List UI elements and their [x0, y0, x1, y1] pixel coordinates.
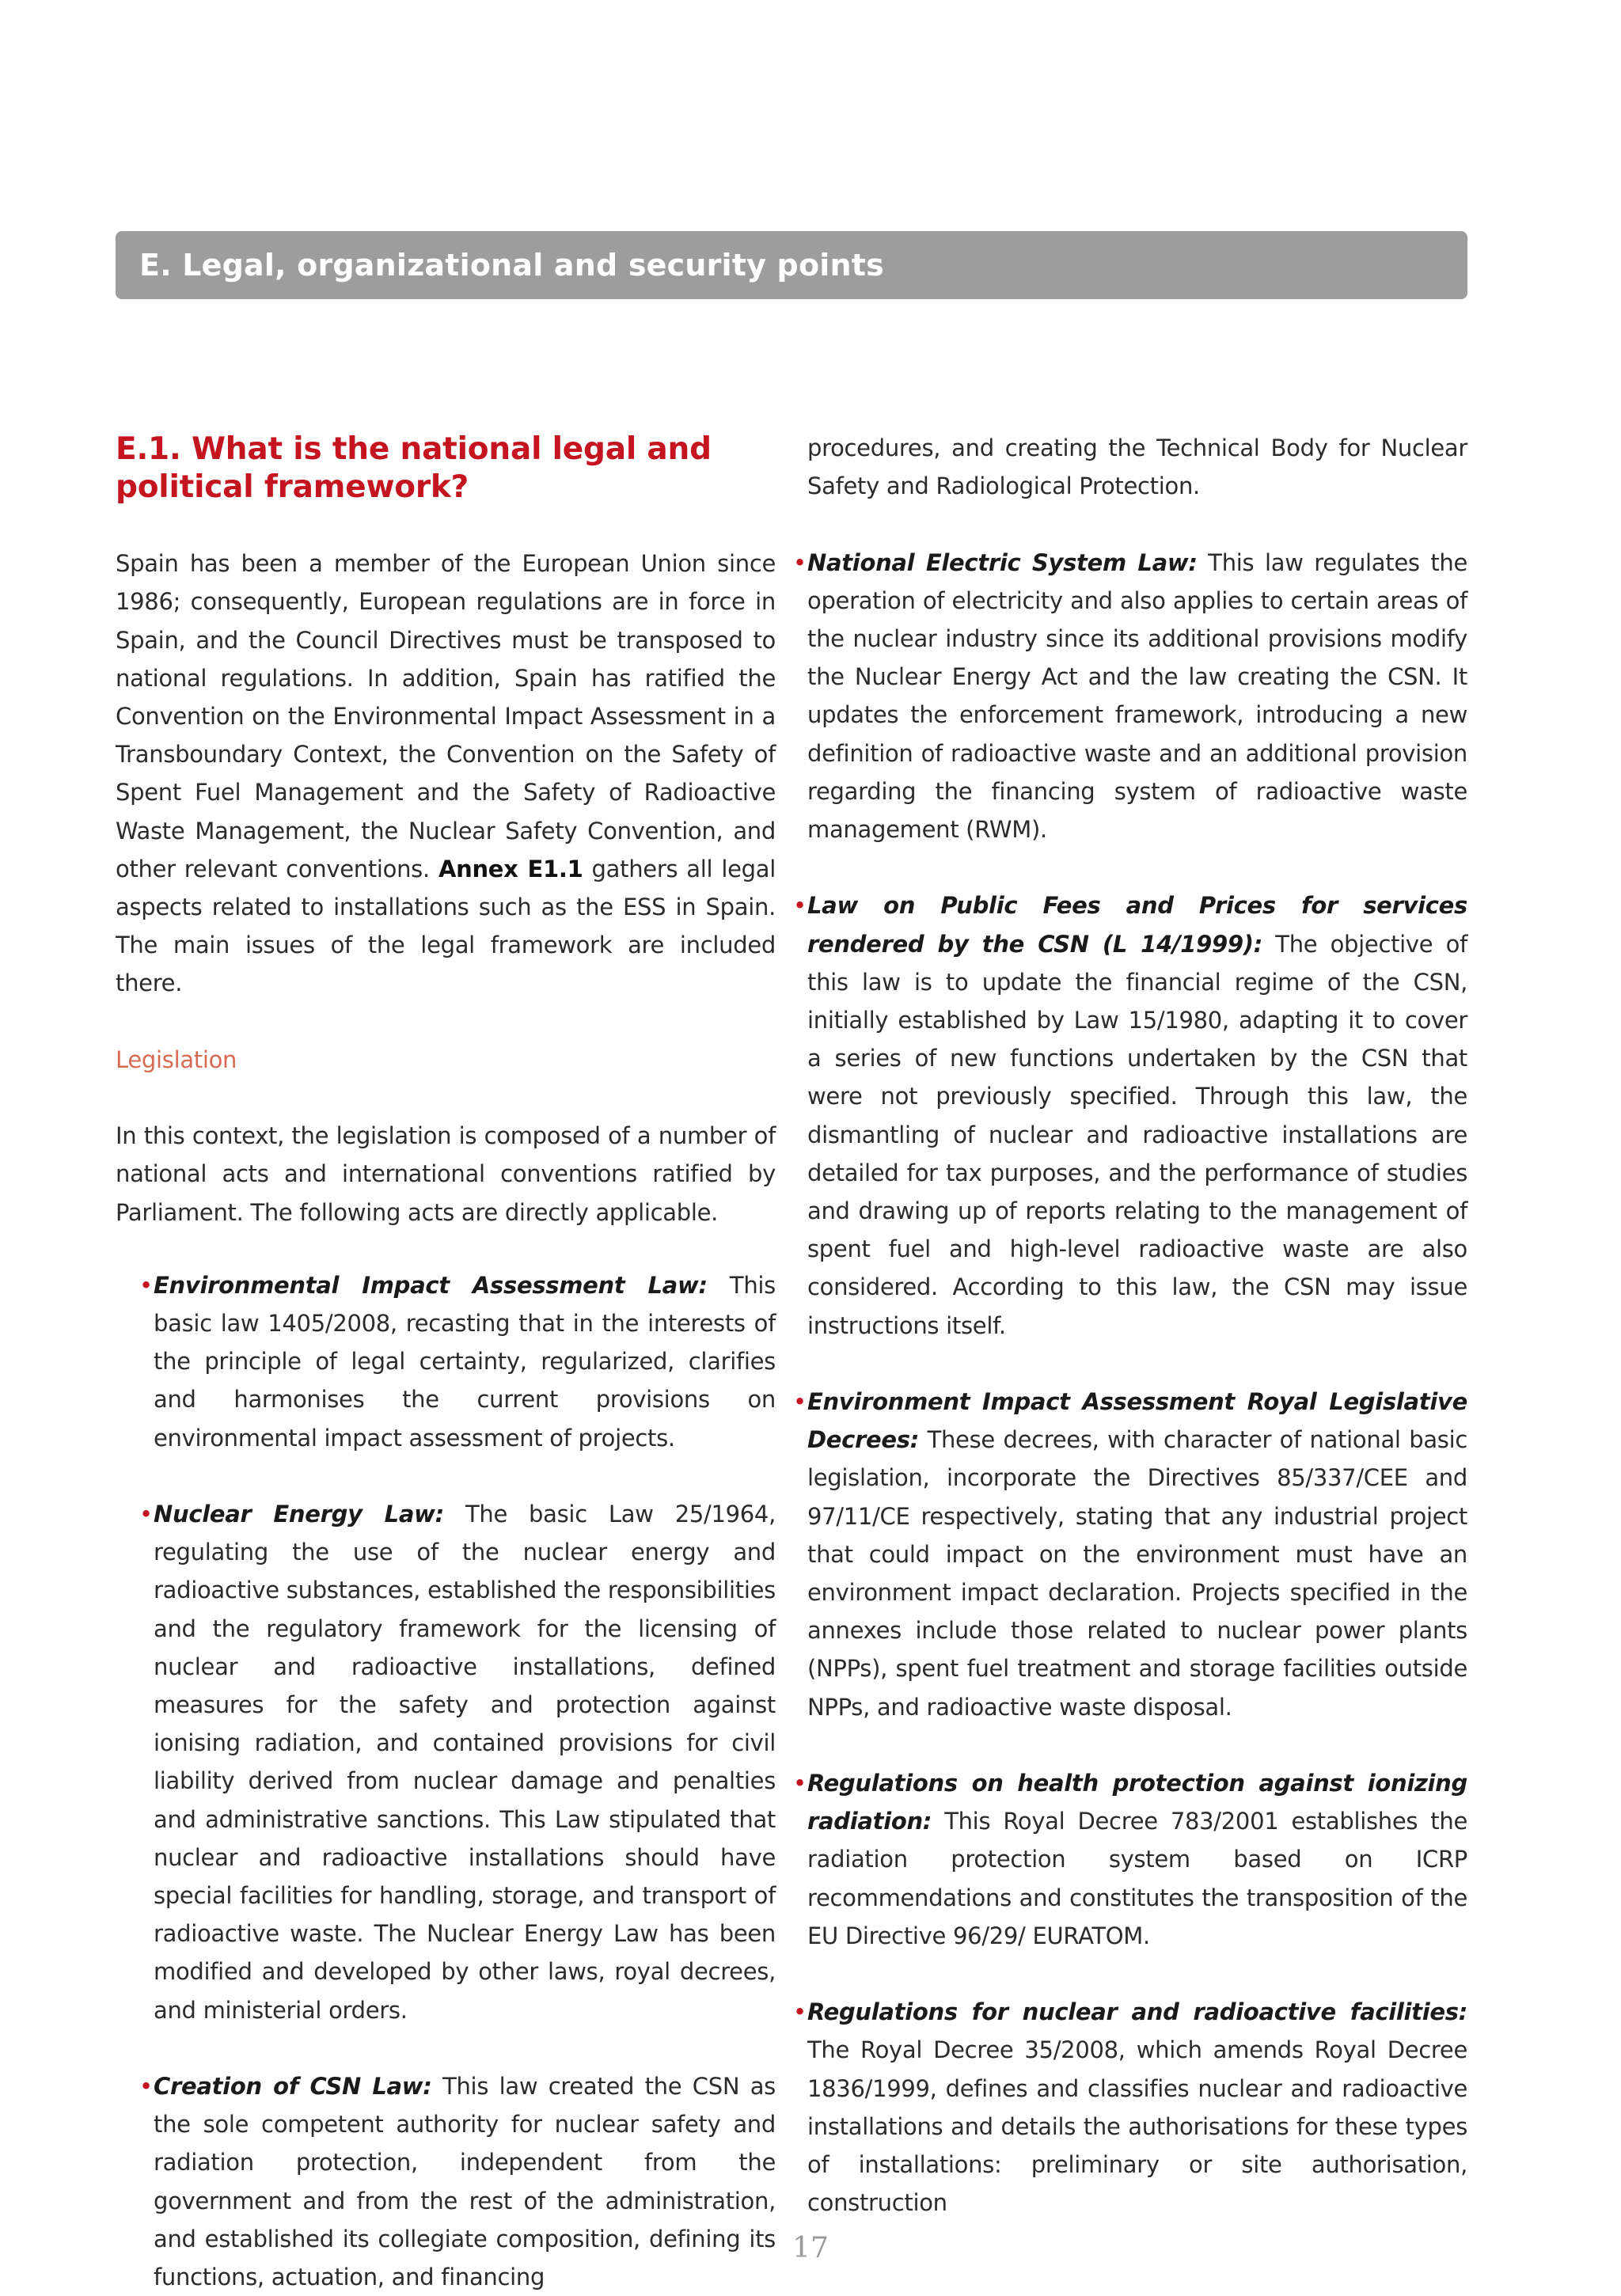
right-column	[793, 429, 1468, 2222]
bullet-icon: •	[793, 548, 807, 576]
bullet-text: This law created the CSN as the sole competent authority for nuclear safety and radiation protection, independent from the government and from the rest of the administration, and established its collegiate composition, defining its functions, actuation, and financing	[154, 2073, 776, 2291]
intro-paragraph	[116, 545, 776, 1002]
bullet-term: Creation of CSN Law:	[154, 2073, 432, 2101]
bullet-item	[793, 1383, 1467, 1726]
bullet-text: The basic Law 25/1964, regulating the use of the nuclear energy and radioactive substances, established the responsibilities and the regulatory framework for the licensing of nuclear and radioactive installations, defined measures for the safety and protection against ionising radiation, and contained provisions for civil liability derived from nuclear damage and penalties and administrative sanctions. This Law stipulated that nuclear and radioactive installations should have special facilities for handling, storage, and transport of radioactive waste. The Nuclear Energy Law has been modified and developed by other laws, royal decrees, and ministerial orders.	[154, 1501, 776, 2024]
intro-text-1: Spain has been a member of the European Union since 1986; consequently, European regulations are in force in Spain, and the Council Directives must be transposed to national regulations. In addition, Spain has ratified the Convention on the Environmental Impact Assessment in a Transboundary Context, the Convention on the Safety of Spent Fuel Management and the Safety of Radioactive Waste Management, the Nuclear Safety Convention, and other relevant conventions.	[116, 550, 776, 882]
bullet-item	[116, 1266, 776, 1457]
bullet-text: This basic law 1405/2008, recasting that in the interests of the principle of legal certainty, regularized, clarifies and harmonises the current provisions on environmental impact assessment of projects.	[154, 1271, 776, 1452]
bullet-item	[793, 886, 1467, 1344]
bullet-text: The objective of this law is to update the financial regime of the CSN, initially established by Law 15/1980, adapting it to cover a series of new functions undertaken by the CSN that were not previously specified. Through this law, the dismantling of nuclear and radioactive installations are detailed for tax purposes, and the performance of studies and drawing up of reports relating to the management of spent fuel and high-level radioactive waste are also considered. According to this law, the CSN may issue instructions itself.	[807, 930, 1467, 1339]
bullet-icon: •	[793, 892, 807, 920]
intro-text-2: gathers all legal aspects related to installations such as the ESS in Spain. The main issues of the legal framework are included there.	[116, 855, 776, 997]
bullet-term: Regulations on health protection against ionizing radiation:	[807, 1770, 1467, 1835]
bullet-icon: •	[793, 1770, 807, 1797]
continuation-paragraph: procedures, and creating the Technical Body for Nuclear Safety and Radiological Protection.	[807, 435, 1467, 500]
bullet-text: The Royal Decree 35/2008, which amends Royal Decree 1836/1999, defines and classifies nuclear and radioactive installations and details the authorisations for these types of installations: preliminary or site authorisation, construction	[807, 2036, 1467, 2217]
bullet-term: Environment Impact Assessment Royal Legislative Decrees:	[807, 1388, 1467, 1454]
legislation-subheading: Legislation	[116, 1046, 237, 1073]
bullet-item	[793, 1993, 1467, 2222]
bullet-term: National Electric System Law:	[807, 548, 1198, 576]
bullet-item	[116, 1495, 776, 2029]
bullet-text: This Royal Decree 783/2001 establishes the radiation protection system based on ICRP recommendations and constitutes the transposition of the EU Directive 96/29/ EURATOM.	[807, 1808, 1467, 1949]
left-column	[116, 421, 776, 2296]
bullet-item	[793, 544, 1468, 849]
bullet-icon: •	[139, 1501, 153, 1528]
annex-reference: Annex E1.1	[438, 855, 583, 882]
bullet-icon: •	[793, 1998, 807, 2026]
subsection-heading: E.1. What is the national legal and political framework?	[116, 431, 712, 505]
section-banner	[116, 231, 1467, 299]
bullet-text: This law regulates the operation of electricity and also applies to certain areas of the nuclear industry since its additional provisions modify the Nuclear Energy Act and the law creating the CSN. It updates the enforcement framework, introducing a new definition of radioactive waste and an additional provision regarding the financing system of radioactive waste management (RWM).	[807, 548, 1468, 844]
bullet-term: Environmental Impact Assessment Law:	[154, 1271, 708, 1299]
bullet-term: Law on Public Fees and Prices for services rendered by the CSN (L 14/1999):	[807, 892, 1467, 958]
bullet-icon: •	[793, 1388, 807, 1416]
section-title: E. Legal, organizational and security points	[139, 248, 884, 283]
bullet-term: Nuclear Energy Law:	[154, 1501, 444, 1528]
bullet-text: These decrees, with character of national basic legislation, incorporate the Directives 85/337/CEE and 97/11/CE respectively, stating that any industrial project that could impact on the environment must have an environment impact declaration. Projects specified in the annexes include those related to nuclear power plants (NPPs), spent fuel treatment and storage facilities outside NPPs, and radioactive waste disposal.	[807, 1426, 1467, 1721]
bullet-icon: •	[139, 2073, 153, 2101]
bullet-item	[793, 1764, 1467, 1955]
bullet-icon: •	[139, 1271, 153, 1299]
context-paragraph: In this context, the legislation is composed of a number of national acts and international conventions ratified by Parliament. The following acts are directly applicable.	[116, 1122, 776, 1226]
bullet-term: Regulations for nuclear and radioactive facilities:	[807, 1998, 1467, 2026]
page-number: 17	[792, 2232, 829, 2264]
